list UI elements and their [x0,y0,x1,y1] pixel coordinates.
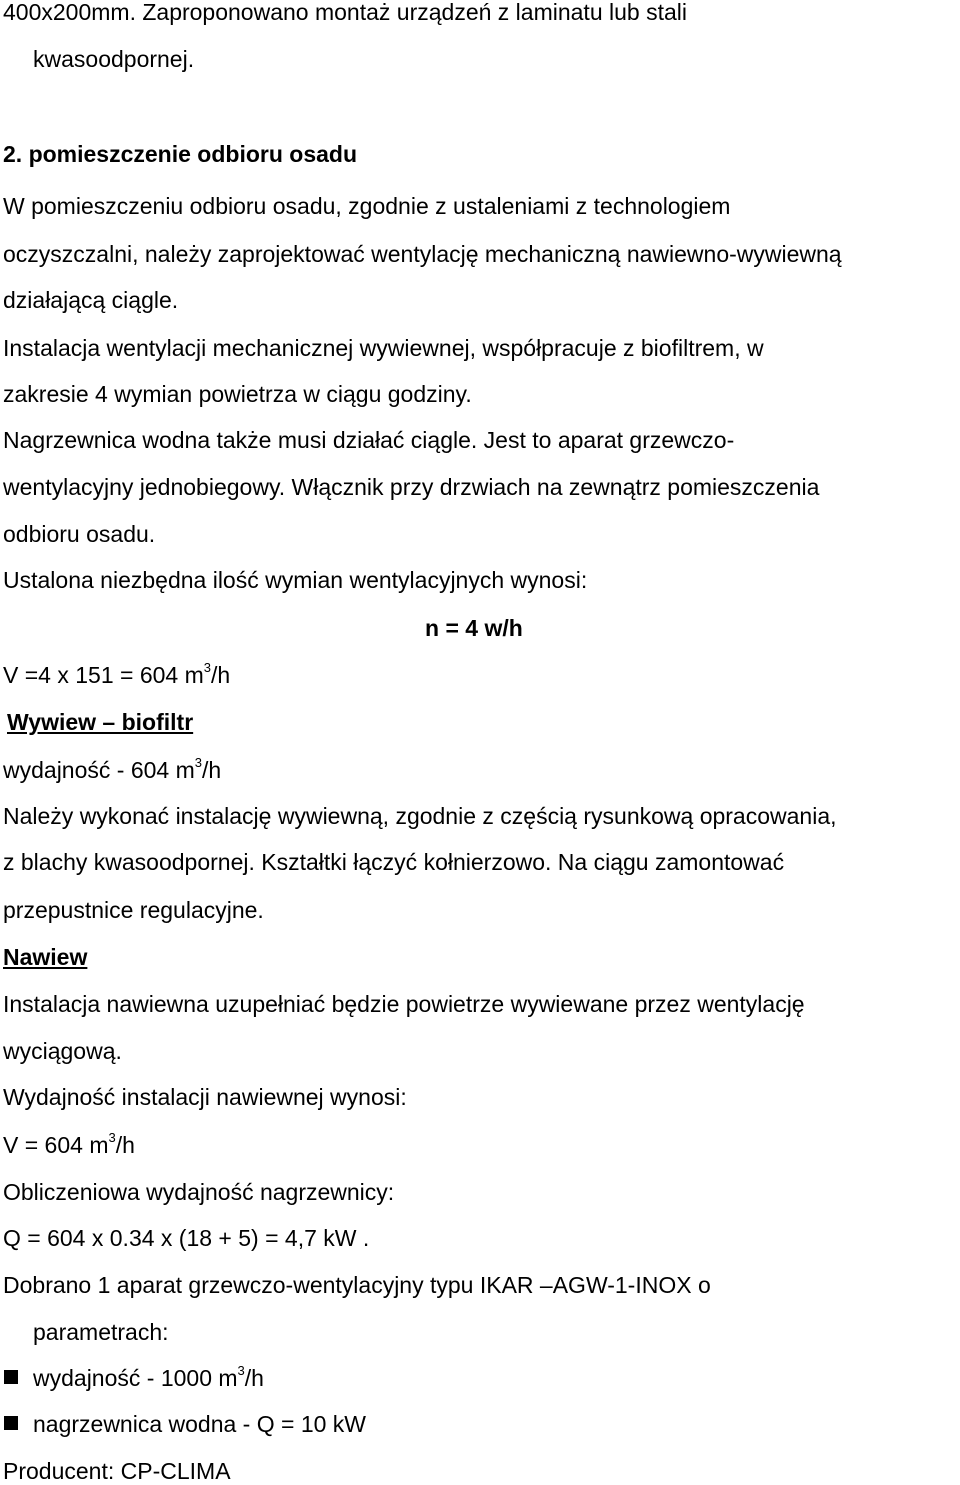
text-line: Obliczeniowa wydajność nagrzewnicy: [3,1179,395,1205]
text-line: Instalacja wentylacji mechanicznej wywiewnej, współpracuje z biofiltrem, w [3,335,764,361]
text-line: Producent: CP-CLIMA [3,1458,231,1484]
section-heading: 2. pomieszczenie odbioru osadu [3,141,358,167]
formula-heat: Q = 604 x 0.34 x (18 + 5) = 4,7 kW . [3,1225,370,1251]
text-line: wydajność - 604 $m^3/h$ [3,755,222,783]
text-line: Ustalona niezbędna ilość wymian wentylacyjnych wynosi: [3,567,588,593]
text-line: Instalacja nawiewna uzupełniać będzie powietrze wywiewane przez wentylację [3,991,805,1017]
list-item: wydajność - 1000 $m^3/h$ [33,1363,264,1391]
text-line: z blachy kwasoodpornej. Kształtki łączyć kołnierzowo. Na ciągu zamontować [3,849,785,875]
text-line: wentylacyjny jednobiegowy. Włącznik przy drzwiach na zewnątrz pomieszczenia [3,474,820,500]
subsection-heading-wywiew: Wywiew – biofiltr [7,709,194,735]
bullet-square-icon [4,1416,18,1430]
text-line: 400x200mm. Zaproponowano montaż urządzeń z laminatu lub stali [3,0,687,25]
text-line: Wydajność instalacji nawiewnej wynosi: [3,1084,407,1110]
text-line: kwasoodpornej. [33,46,195,72]
text-line: oczyszczalni, należy zaprojektować wentylację mechaniczną nawiewno-wywiewną [3,241,842,267]
formula-exchange-rate: n = 4 w/h [425,615,523,641]
formula-volume: V =4 x 151 = 604 $m^3/h$ [3,660,231,688]
text-line: Należy wykonać instalację wywiewną, zgodnie z częścią rysunkową opracowania, [3,803,837,829]
text-line: zakresie 4 wymian powietrza w ciągu godziny. [3,381,472,407]
text-line: przepustnice regulacyjne. [3,897,264,923]
text-line: działającą ciągle. [3,287,179,313]
bullet-square-icon [4,1370,18,1384]
text-line: W pomieszczeniu odbioru osadu, zgodnie z ustaleniami z technologiem [3,193,731,219]
text-line: wyciągową. [3,1038,122,1064]
text-line: parametrach: [33,1319,169,1345]
formula-volume: V = 604 $m^3/h$ [3,1130,135,1158]
subsection-heading-nawiew: Nawiew [3,944,88,970]
text-line: Dobrano 1 aparat grzewczo-wentylacyjny typu IKAR –AGW-1-INOX o [3,1272,711,1298]
text-line: Nagrzewnica wodna także musi działać ciągle. Jest to aparat grzewczo- [3,427,735,453]
text-line: odbioru osadu. [3,521,156,547]
list-item: nagrzewnica wodna - Q = 10 kW [33,1411,367,1437]
